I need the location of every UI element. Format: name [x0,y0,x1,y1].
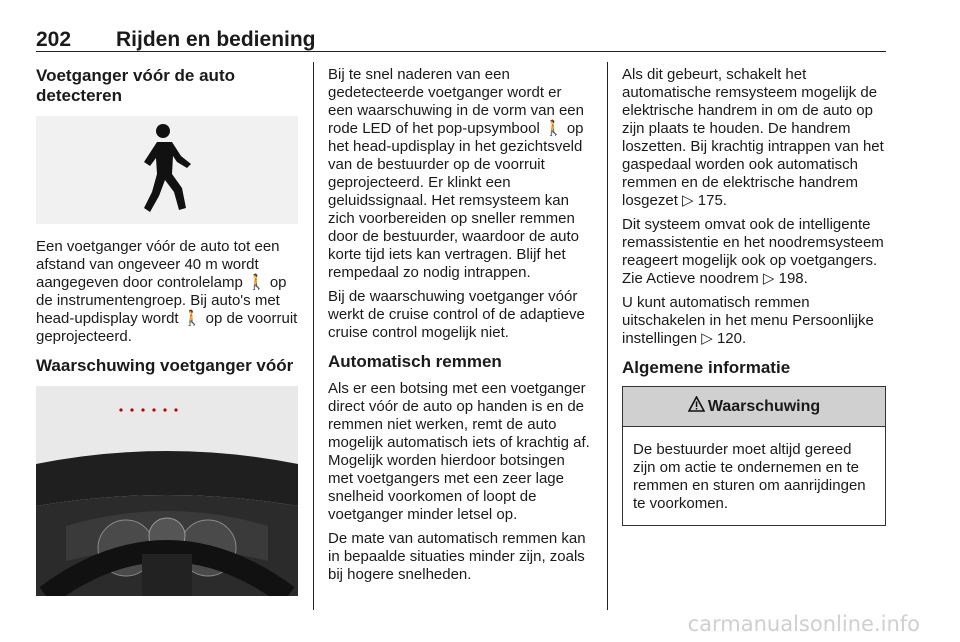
paragraph-control-lamp: Een voetganger vóór de auto tot een afstand van ongeveer 40 m wordt aangegeven door controlelamp 🚶 op de instrumentengroep. Bij auto's met head-updisplay wordt 🚶 op de voorruit geprojecteerd. [36,238,298,345]
page-ref-link[interactable]: 175 [697,192,723,209]
paragraph-collision: Als er een botsing met een voetganger direct vóór de auto op handen is en de remmen niet werken, remt de auto mogelijk automatisch iets of krachtig af. Mogelijk worden hierdoor botsingen met voetgangers met een zeer lage snelheid voorkomen of loopt de voetganger minder letsel op. [328,380,590,523]
paragraph-braking-degree: De mate van automatisch remmen kan in bepaalde situaties minder zijn, zoals bij hogere snelheden. [328,530,586,583]
watermark: carmanualsonline.info [687,612,920,636]
warning-text: De bestuurder moet altijd gereed zijn om actie te ondernemen en te remmen en sturen om aanrijdingen te voorkomen. [633,441,866,512]
column-1 [36,66,298,596]
pedestrian-pictogram [36,116,298,224]
paragraph-handbrake: Als dit gebeurt, schakelt het automatische remsysteem mogelijk de elektrische handrem in om de auto op zijn plaats te houden. De handrem loszetten. Bij krachtig intrappen van het gaspedaal worden ook automatisch remmen en de elektrische handrem losgezet ▷ 175. [622,66,884,209]
page-header [36,28,886,52]
heading-general-info: Algemene informatie [622,358,791,377]
dashboard-illustration [36,386,298,596]
page-number: 202 [36,28,72,51]
triangle-right-icon: ▷ [701,330,713,347]
paragraph-disable: U kunt automatisch remmen uitschakelen in het menu Persoonlijke instellingen ▷ 120. [622,294,874,347]
paragraph-warning-led: Bij te snel naderen van een gedetecteerde voetganger wordt er een waarschuwing in de vorm van een rode LED of het pop-upsymbool 🚶 op het head-updisplay in het gezichtsveld van de bestuurder op de voorruit geprojecteerd. Er klinkt een geluidssignaal. Het remsysteem kan zich voorbereiden op sneller remmen door de bestuurder, waardoor de auto korte tijd iets kan vertragen. Blijf het rempedaal zo nodig intrappen. [328,66,584,281]
page-ref-link[interactable]: 198 [778,270,804,287]
pedestrian-icon [139,122,195,218]
section-title: Rijden en bediening [116,28,316,51]
paragraph-cruise-control: Bij de waarschuwing voetganger vóór werkt de cruise control of de adaptieve cruise control mogelijk niet. [328,288,585,341]
warning-body [623,427,885,525]
warning-triangle-icon [688,396,705,417]
pedestrian-icon: 🚶 [543,120,563,137]
triangle-right-icon: ▷ [762,270,775,287]
column-3 [622,66,884,526]
heading-automatic-braking: Automatisch remmen [328,352,502,371]
warning-header [623,387,885,427]
column-divider [607,62,608,610]
triangle-right-icon: ▷ [682,192,694,209]
pedestrian-icon: 🚶 [246,274,266,291]
paragraph-intelligent-assist: Dit systeem omvat ook de intelligente remassistentie en het noodremsysteem reageert mogelijk ook op voetgangers. Zie Actieve noodrem ▷ 198. [622,216,884,287]
warning-box [622,386,886,526]
heading-detect-pedestrian: Voetganger vóór de auto detecteren [36,66,235,105]
page-ref-link[interactable]: 120 [716,330,742,347]
dashboard-image [36,386,298,596]
heading-pedestrian-warning: Waarschuwing voetganger vóór [36,356,294,375]
pedestrian-icon: 🚶 [182,310,202,327]
warning-title: Waarschuwing [707,397,821,415]
column-divider [313,62,314,610]
column-2 [328,66,590,590]
